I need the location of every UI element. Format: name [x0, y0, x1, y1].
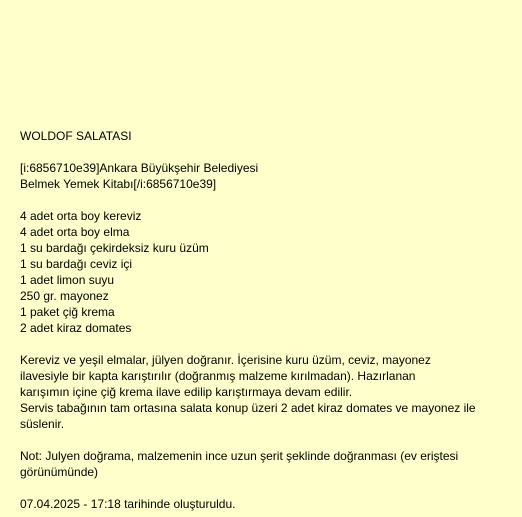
ingredient-item: 2 adet kiraz domates: [20, 321, 132, 335]
ingredient-item: 1 su bardağı ceviz içi: [20, 257, 133, 271]
ingredients-list: [20, 208, 500, 336]
instruction-line: süslenir.: [20, 417, 65, 431]
created-timestamp: 07.04.2025 - 17:18 tarihinde oluşturuldu.: [20, 497, 236, 511]
ingredient-item: 4 adet orta boy elma: [20, 225, 130, 239]
instruction-line: ilavesiyle bir kapta karıştırılır (doğranmış malzeme kırılmadan). Hazırlanan: [20, 369, 416, 383]
ingredient-item: 1 su bardağı çekirdeksiz kuru üzüm: [20, 241, 209, 255]
source-line: [i:6856710e39]Ankara Büyükşehir Belediyesi: [20, 161, 259, 175]
ingredient-item: 1 paket çiğ krema: [20, 305, 115, 319]
recipe-title: WOLDOF SALATASI: [20, 129, 132, 143]
recipe-document: [20, 128, 500, 512]
instruction-line: karışımın içine çiğ krema ilave edilip karıştırmaya devam edilir.: [20, 385, 353, 399]
instructions: [20, 352, 500, 432]
note-line: Not: Julyen doğrama, malzemenin ince uzun şerit şeklinde doğranması (ev eriştesi: [20, 449, 459, 463]
source-line: Belmek Yemek Kitabı[/i:6856710e39]: [20, 177, 217, 191]
instruction-line: Kereviz ve yeşil elmalar, jülyen doğranır. İçerisine kuru üzüm, ceviz, mayonez: [20, 353, 431, 367]
recipe-source: [20, 160, 500, 192]
ingredient-item: 4 adet orta boy kereviz: [20, 209, 142, 223]
instruction-line: Servis tabağının tam ortasına salata konup üzeri 2 adet kiraz domates ve mayonez ile: [20, 401, 476, 415]
note: [20, 448, 500, 480]
ingredient-item: 250 gr. mayonez: [20, 289, 109, 303]
ingredient-item: 1 adet limon suyu: [20, 273, 115, 287]
note-line: görünümünde): [20, 465, 99, 479]
